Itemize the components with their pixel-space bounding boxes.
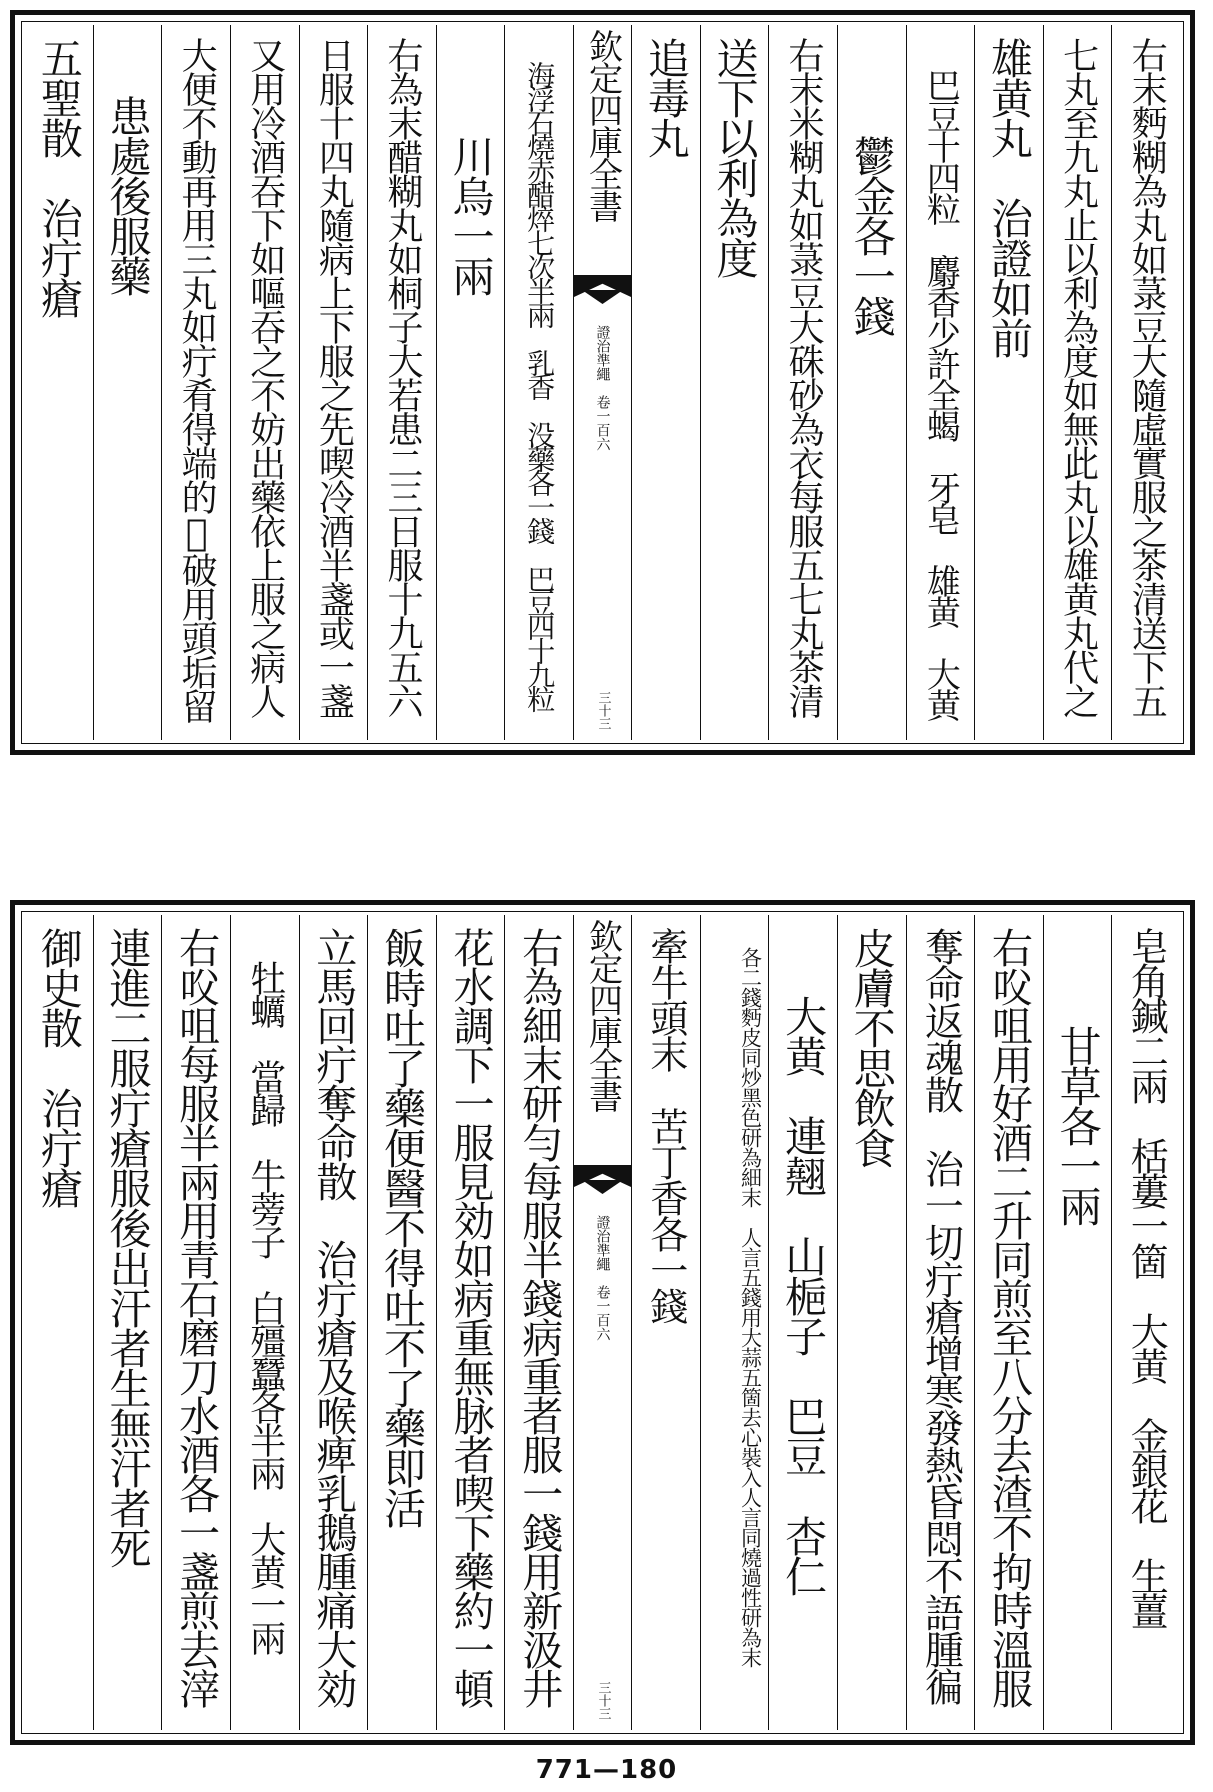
text-column [906,915,975,1730]
column-text: 日服十四丸隨病上下服之先喫冷酒半盞或一盞 [313,37,355,717]
text-column [230,25,299,740]
text-column [25,25,93,740]
column-text: 五聖散 治疔瘡 [34,37,84,317]
column-text: 右㕮咀每服半兩用青石磨刀水酒各一盞煎去滓 [172,927,221,1707]
fish-tail-mark-lower [582,1180,623,1194]
column-text: 大便不動再用三丸如疔肴得端的𤓰破用頭垢留 [176,37,218,722]
text-column [1111,25,1180,740]
center-banner [573,25,631,740]
column-text: 右㕮咀用好酒二升同煎至八分去渣不拘時溫服 [984,927,1033,1707]
fish-tail-mark-lower [582,290,623,304]
column-text: 又用冷酒吞下如嘔吞之不妨出藥依上服之病人 [244,37,286,717]
center-banner [573,915,631,1730]
top-columns [25,25,1180,740]
book-title: 欽定四庫全書 [582,29,623,221]
column-text: 鬱金各一錢 [847,95,897,335]
column-text: 海浮石燒赤醋焠七次半兩 乳香 没藥各一錢 巴豆四十九粒 [523,37,557,709]
column-text: 御史散 治疔瘡 [34,927,84,1207]
column-text: 立馬回疔奪命散 治疔瘡及喉痺乳鵝腫痛大効 [309,927,358,1707]
bottom-columns [25,915,1180,1730]
column-text: 右末麪糊為丸如菉豆大隨虛實服之茶清送下五 [1126,37,1168,717]
column-text: 巴豆十四粒 麝香少許全蝎 牙皂 雄黄 大黄 [920,37,961,719]
column-text: 患處後服藥 [103,95,153,295]
column-text: 各二錢麪皮同炒黑色研為細末 人言五錢用大蒜五箇去心裝入人言同燒過性研為末 [738,927,763,1667]
text-column [700,915,769,1730]
column-text: 牽牛頭末 苦丁香各一錢 [643,927,688,1323]
column-text: 皂角鍼二兩 栝蔞一箇 大黄 金銀花 生薑 [1124,927,1169,1627]
column-text: 飯時吐了藥便醫不得吐不了藥即活 [377,927,427,1527]
column-text: 牡蠣 當歸 牛蒡子 白殭蠶各半兩 大黄一兩 [244,927,286,1653]
text-column [161,25,230,740]
text-column [161,915,230,1730]
column-text: 追毒丸 [641,37,691,157]
volume-title: 證治準繩 卷一百六 [594,325,611,451]
text-column [1111,915,1180,1730]
text-column [1043,915,1112,1730]
book-title: 欽定四庫全書 [582,919,623,1111]
text-column [631,25,700,740]
column-text: 皮膚不思飲食 [847,927,897,1167]
text-column [974,25,1043,740]
column-text: 七丸至九丸止以利為度如無此丸以雄黄丸代之 [1057,37,1099,717]
text-column [837,915,906,1730]
column-text: 送下以利為度 [710,37,760,277]
text-column [700,25,769,740]
text-column [837,25,906,740]
text-column [504,915,573,1730]
text-column [436,915,505,1730]
column-text: 大黄 連翹 山梔子 巴豆 杏仁 [779,955,829,1595]
column-text: 右末米糊丸如菉豆大硃砂為衣每服五七丸茶清 [783,37,825,717]
text-column [299,915,368,1730]
column-text: 連進二服疔瘡服後出汗者生無汗者死 [103,927,153,1567]
column-text: 右為末醋糊丸如桐子大若患二三日服十九五六 [381,37,423,717]
text-column [906,25,975,740]
column-text: 川烏一兩 [446,95,496,295]
column-text: 奪命返魂散 治一切疔瘡增寒發熱昏悶不語腫徧 [918,927,964,1704]
text-column [93,915,162,1730]
column-text: 花水調下一服見効如病重無脉者喫下藥約一頓 [446,927,495,1707]
volume-title: 證治準繩 卷一百六 [594,1215,611,1341]
page-folio: 三十三 [595,1681,611,1720]
text-column [25,915,93,1730]
text-column [93,25,162,740]
text-column [299,25,368,740]
text-column [1043,25,1112,740]
column-text: 甘草各一兩 [1053,985,1103,1225]
column-text: 雄黄丸 治證如前 [984,37,1034,357]
bottom-page-panel [10,900,1195,1745]
top-page-panel [10,10,1195,755]
page-folio: 三十三 [595,691,611,730]
text-column [367,915,436,1730]
column-text: 右為細末研勻每服半錢病重者服一錢用新汲井 [515,927,564,1707]
text-column [768,915,837,1730]
text-column [768,25,837,740]
text-column [436,25,505,740]
text-column [974,915,1043,1730]
text-column [367,25,436,740]
text-column [230,915,299,1730]
page-number: 771—180 [535,1755,678,1785]
text-column [504,25,573,740]
text-column [631,915,700,1730]
